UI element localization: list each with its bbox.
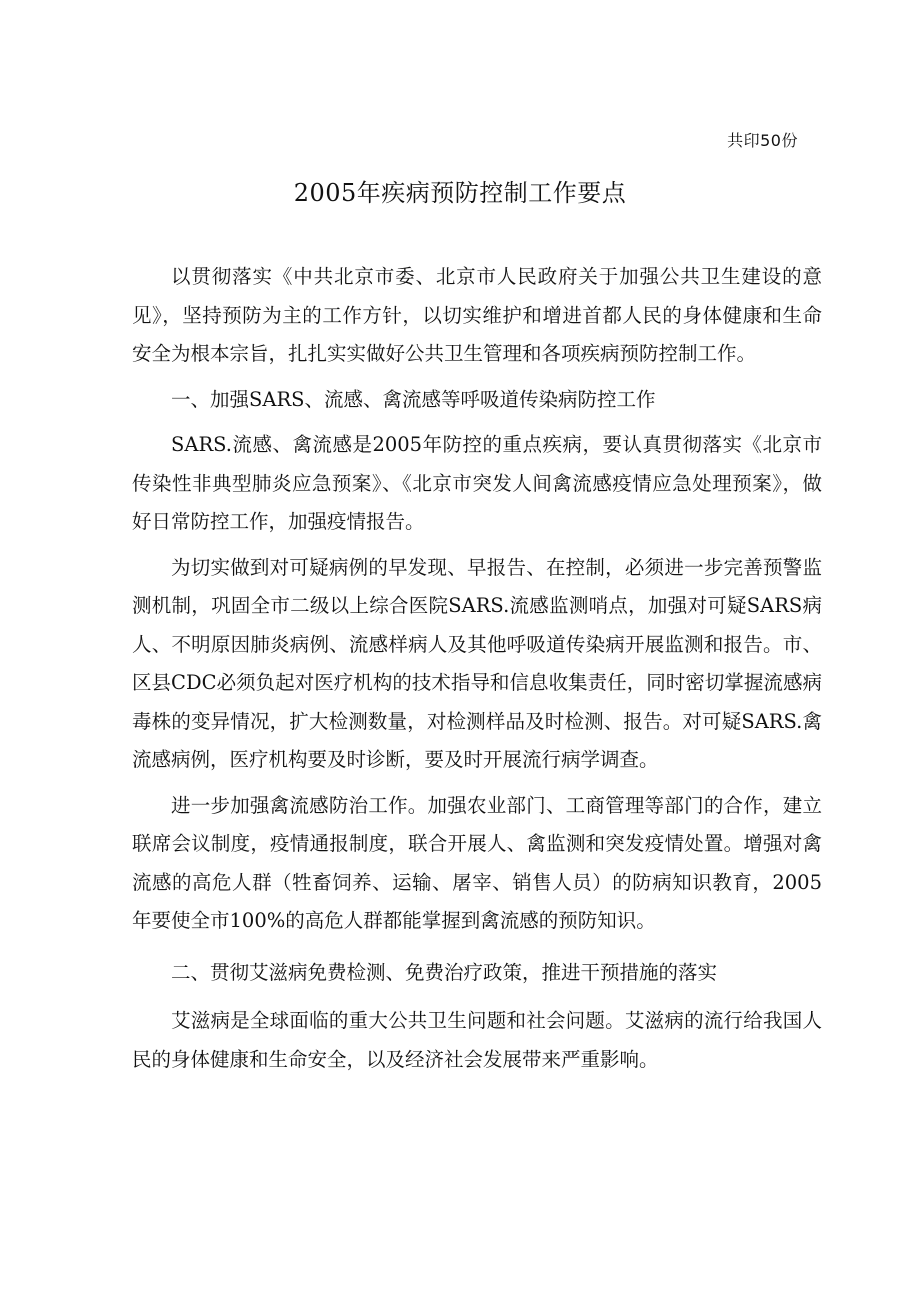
paragraph: 艾滋病是全球面临的重大公共卫生问题和社会问题。艾滋病的流行给我国人民的身体健康和生命安全，以及经济社会发展带来严重影响。 [132,1009,822,1071]
document-title: 2005年疾病预防控制工作要点 [293,179,627,207]
print-copies-note: 共印50份 [727,131,798,150]
paragraph: SARS.流感、禽流感是2005年防控的重点疾病，要认真贯彻落实《北京市传染性非典型肺炎应急预案》、《北京市突发人间禽流感疫情应急处理预案》，做好日常防控工作，加强疫情报告。 [132,433,822,533]
section-heading-1: 一、加强SARS、流感、禽流感等呼吸道传染病防控工作 [171,387,656,411]
paragraph: 进一步加强禽流感防治工作。加强农业部门、工商管理等部门的合作，建立联席会议制度，疫情通报制度，联合开展人、禽监测和突发疫情处置。增强对禽流感的高危人群（牲畜饲养、运输、屠宰、销售人员）的防病知识教育，2005年要使全市100%的高危人群都能掌握到禽流感的预防知识。 [132,793,822,932]
paragraph: 为切实做到对可疑病例的早发现、早报告、在控制，必须进一步完善预警监测机制，巩固全市二级以上综合医院SARS.流感监测哨点，加强对可疑SARS病人、不明原因肺炎病例、流感样病人及其他呼吸道传染病开展监测和报告。市、区县CDC必须负起对医疗机构的技术指导和信息收集责任，同时密切掌握流感病毒株的变异情况，扩大检测数量，对检测样品及时检测、报告。对可疑SARS.禽流感病例，医疗机构要及时诊断，要及时开展流行病学调查。 [132,555,822,771]
section-heading-2: 二、贯彻艾滋病免费检测、免费治疗政策，推进干预措施的落实 [171,960,718,984]
paragraph-intro: 以贯彻落实《中共北京市委、北京市人民政府关于加强公共卫生建设的意见》，坚持预防为主的工作方针，以切实维护和增进首都人民的身体健康和生命安全为根本宗旨，扎扎实实做好公共卫生管理和各项疾病预防控制工作。 [132,265,822,365]
document-body [132,258,822,1079]
